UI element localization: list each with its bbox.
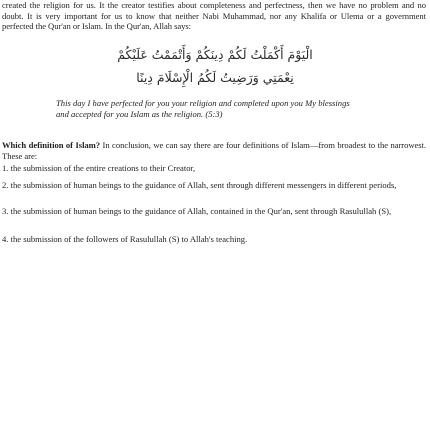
- verse-translation: This day I have perfected for you your religion and completed upon you My blessings and accepted for you Islam as the religion. (5:3): [56, 98, 350, 119]
- quran-verse-arabic-line-1: الْيَوْمَ أَكْمَلْتُ لَكُمْ دِينَكُمْ وَأَتْمَمْتُ عَلَيْكُمْ: [117, 47, 313, 62]
- definition-point-4: 4. the submission of the followers of Rasulullah (S) to Allah's teaching.: [2, 234, 248, 244]
- definition-point-3: 3. the submission of human beings to the guidance of Allah, contained in the Qur'an, sent through Rasulullah (S),: [2, 206, 392, 216]
- definition-point-1: 1. the submission of the entire creations to their Creator,: [2, 163, 196, 173]
- definition-point-2: 2. the submission of human beings to the guidance of Allah, sent through different messengers in different periods,: [2, 180, 397, 190]
- definition-paragraph: [2, 140, 426, 161]
- definition-heading: Which definition of Islam?: [2, 140, 101, 150]
- quran-verse-arabic-line-2: نِعْمَتِي وَرَضِيتُ لَكُمُ الْإِسْلَامَ دِينًا: [136, 70, 294, 85]
- intro-paragraph: created the religion for us. It the creator testifies about completeness and perfectness, then we have no problem and no doubt. It is very important for us to know that neither Nabi Muhammad, nor any Khalifa or Ulema or a government perfected the Qur'an or Islam. In the Qur'an, Allah says:: [2, 0, 426, 32]
- definition-text: In conclusion, we can say there are four definitions of Islam—from broadest to the narrowest. These are:: [2, 140, 427, 161]
